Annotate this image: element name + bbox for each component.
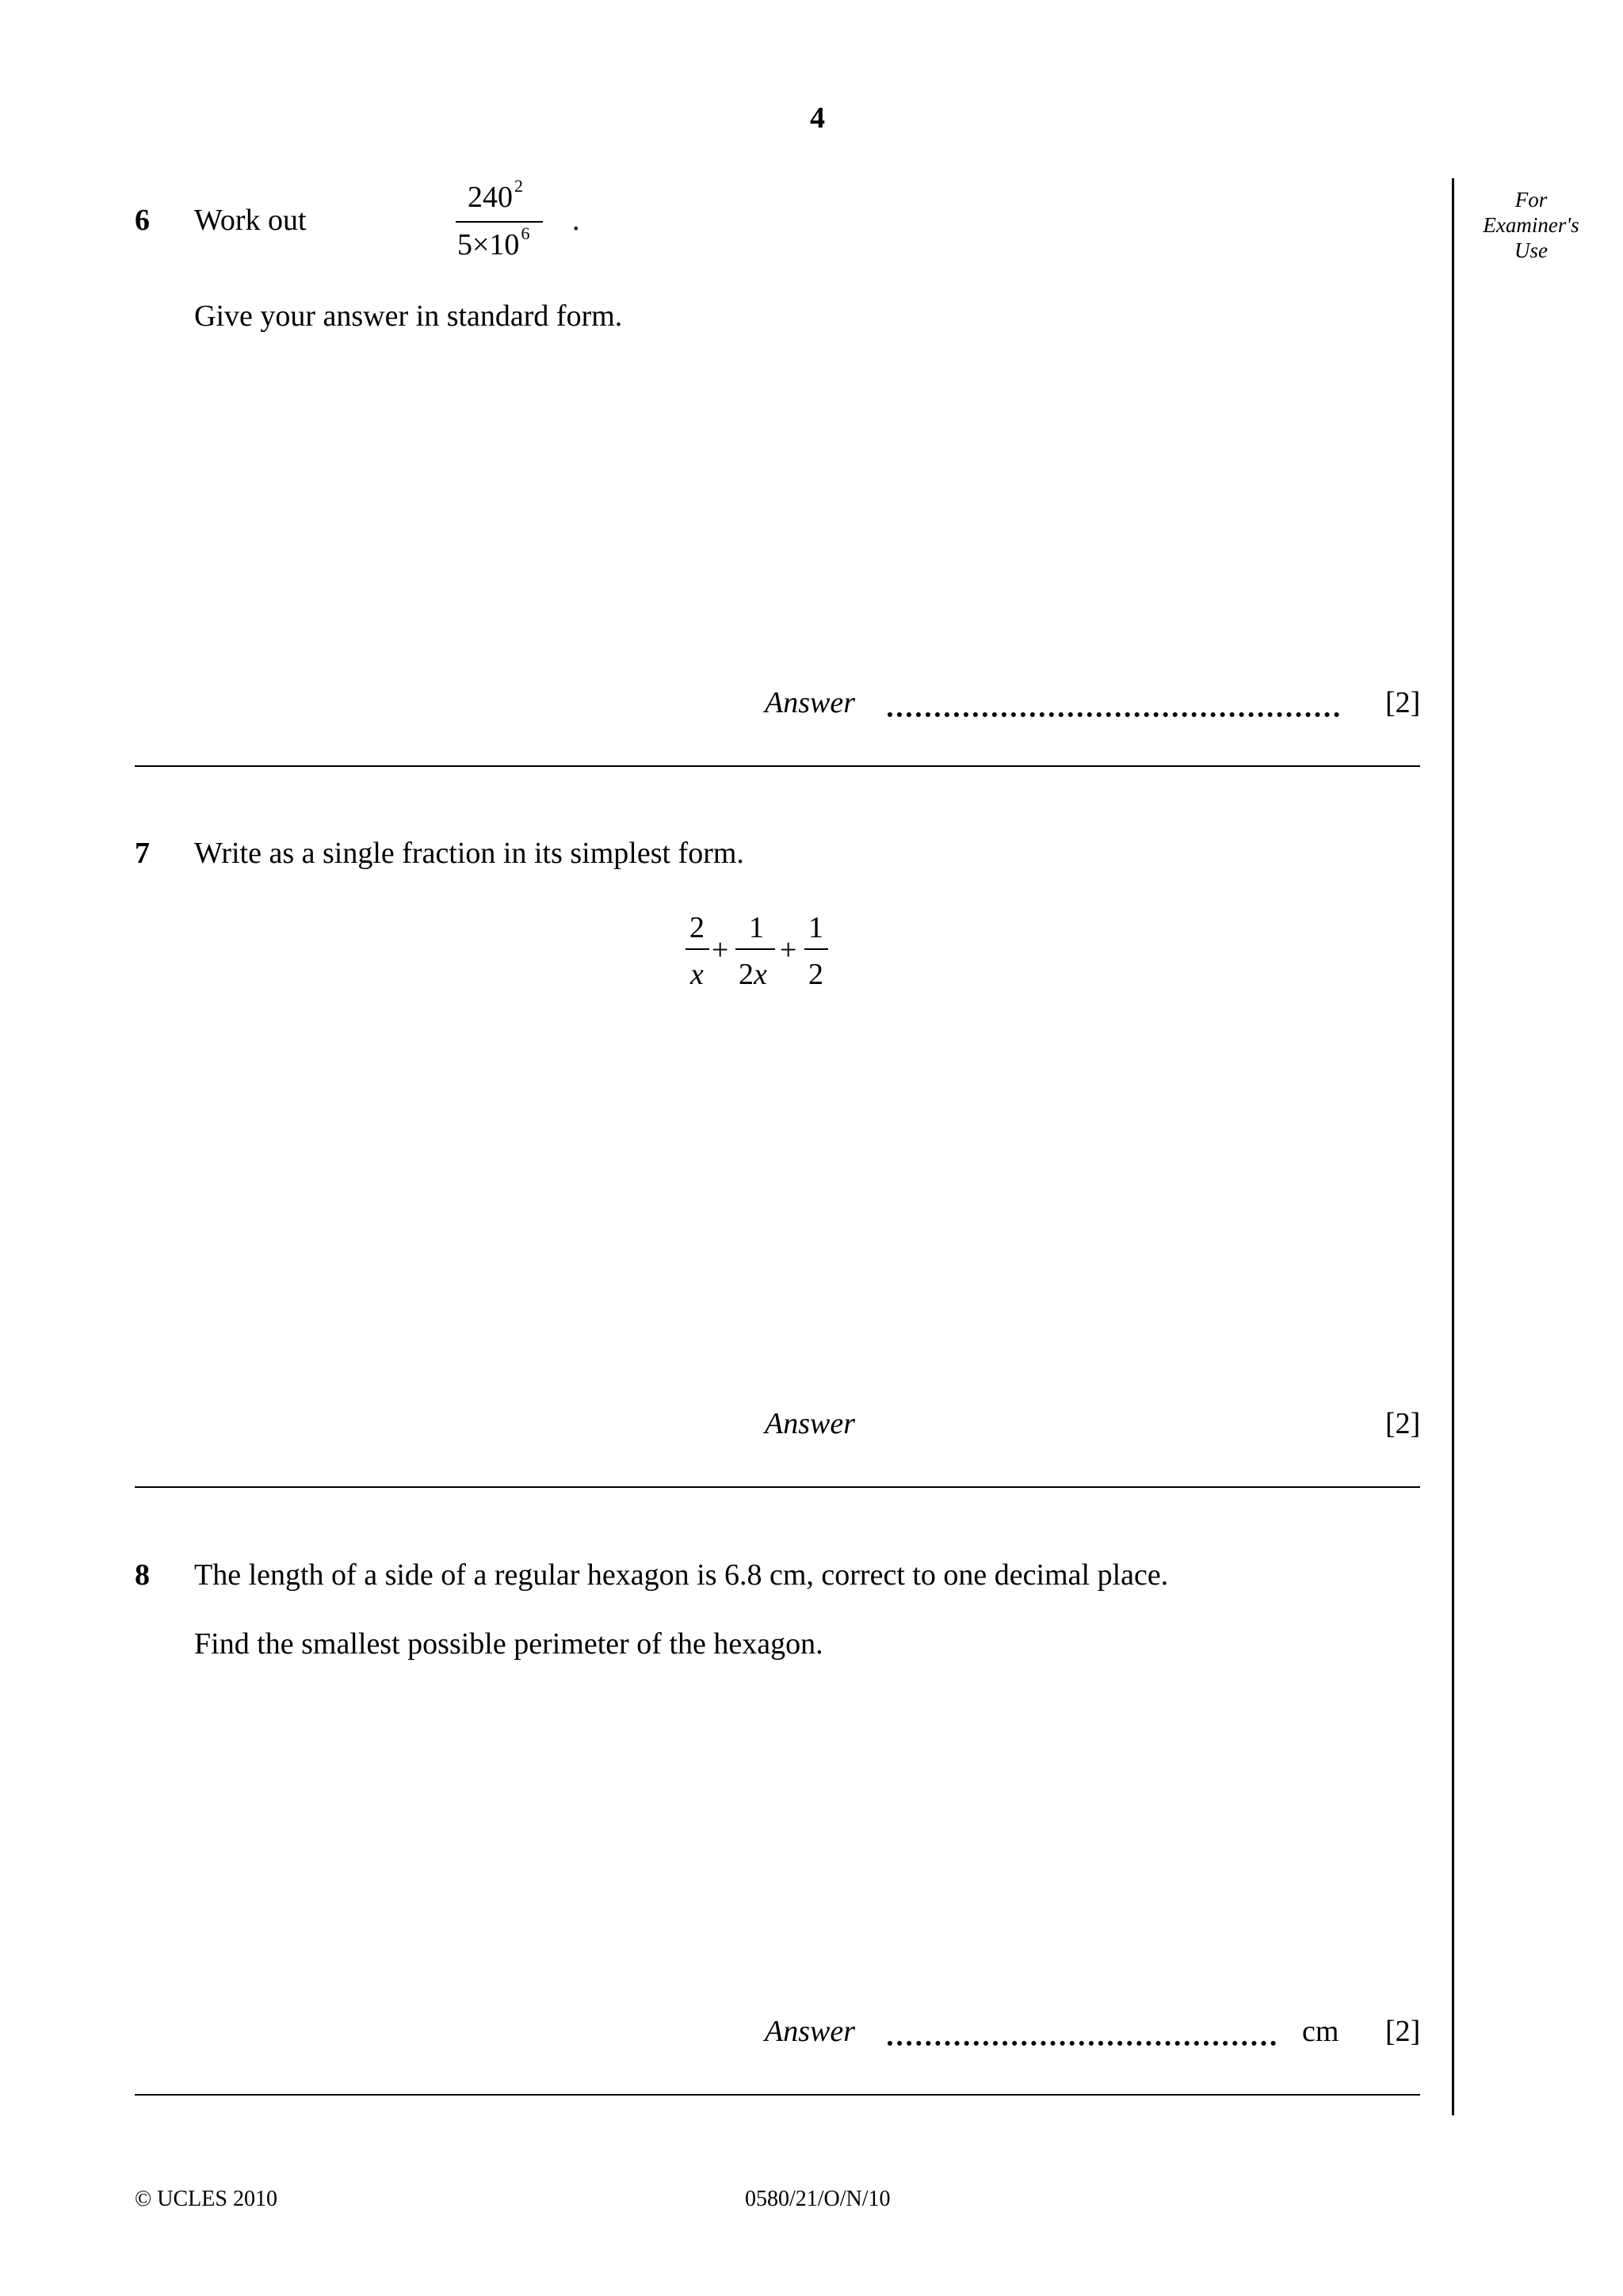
examiner-margin-rule <box>1452 178 1454 2115</box>
question-7-prompt: Write as a single fraction in its simplest form. <box>194 837 744 870</box>
q7-frac2-numerator: 1 <box>749 911 764 944</box>
question-8-number: 8 <box>135 1558 150 1592</box>
question-6-number: 6 <box>135 204 150 237</box>
q8-answer-line[interactable] <box>888 2041 1276 2046</box>
q6-separator <box>135 765 1420 767</box>
q7-frac2-den-variable: x <box>754 958 767 991</box>
q7-answer-label: Answer <box>765 1407 855 1440</box>
question-6-instruction: Give your answer in standard form. <box>194 299 623 333</box>
question-7-number: 7 <box>135 837 150 870</box>
q7-frac2-denominator <box>739 959 767 990</box>
q7-separator <box>135 1486 1420 1488</box>
q7-plus-2: + <box>780 933 797 967</box>
q8-unit: cm <box>1302 2015 1339 2048</box>
q6-trailing-period: . <box>572 204 580 237</box>
examiner-use-label <box>1472 187 1591 263</box>
q8-answer-label: Answer <box>765 2015 855 2048</box>
question-6-prompt: Work out <box>194 204 307 237</box>
q7-frac2-den-number: 2 <box>739 958 754 991</box>
q7-frac1-denominator: x <box>690 958 704 991</box>
examiner-label-line1: For <box>1514 188 1548 212</box>
q8-separator <box>135 2094 1420 2096</box>
q6-marks: [2] <box>1385 686 1421 719</box>
q6-numerator-base: 240 <box>468 181 513 214</box>
question-8-prompt: The length of a side of a regular hexagon is 6.8 cm, correct to one decimal place. <box>194 1558 1169 1592</box>
q7-frac2-bar <box>735 948 775 950</box>
q7-plus-1: + <box>712 933 729 967</box>
q6-fraction-numerator <box>468 176 523 214</box>
footer-paper-code: 0580/21/O/N/10 <box>745 2187 891 2211</box>
q7-frac1-bar <box>685 948 709 950</box>
q6-denominator-text: 5×10 <box>457 228 520 261</box>
q6-answer-label: Answer <box>765 686 855 719</box>
q6-answer-line[interactable] <box>888 712 1339 717</box>
examiner-label-line2: Examiner's <box>1483 213 1579 237</box>
q6-numerator-exponent: 2 <box>514 176 523 196</box>
q7-frac3-bar <box>804 948 828 950</box>
q6-denominator-exponent: 6 <box>521 223 530 243</box>
examiner-label-line3: Use <box>1514 238 1548 262</box>
question-8-instruction: Find the smallest possible perimeter of the hexagon. <box>194 1627 823 1661</box>
q6-fraction-bar <box>456 221 543 223</box>
q8-marks: [2] <box>1385 2015 1421 2048</box>
q7-frac3-denominator: 2 <box>808 958 823 991</box>
q6-fraction-denominator <box>457 223 530 261</box>
q7-frac1-numerator: 2 <box>689 911 705 944</box>
q7-marks: [2] <box>1385 1407 1421 1440</box>
footer-copyright: © UCLES 2010 <box>135 2187 277 2211</box>
page-number: 4 <box>810 101 825 135</box>
q7-frac3-numerator: 1 <box>808 911 823 944</box>
